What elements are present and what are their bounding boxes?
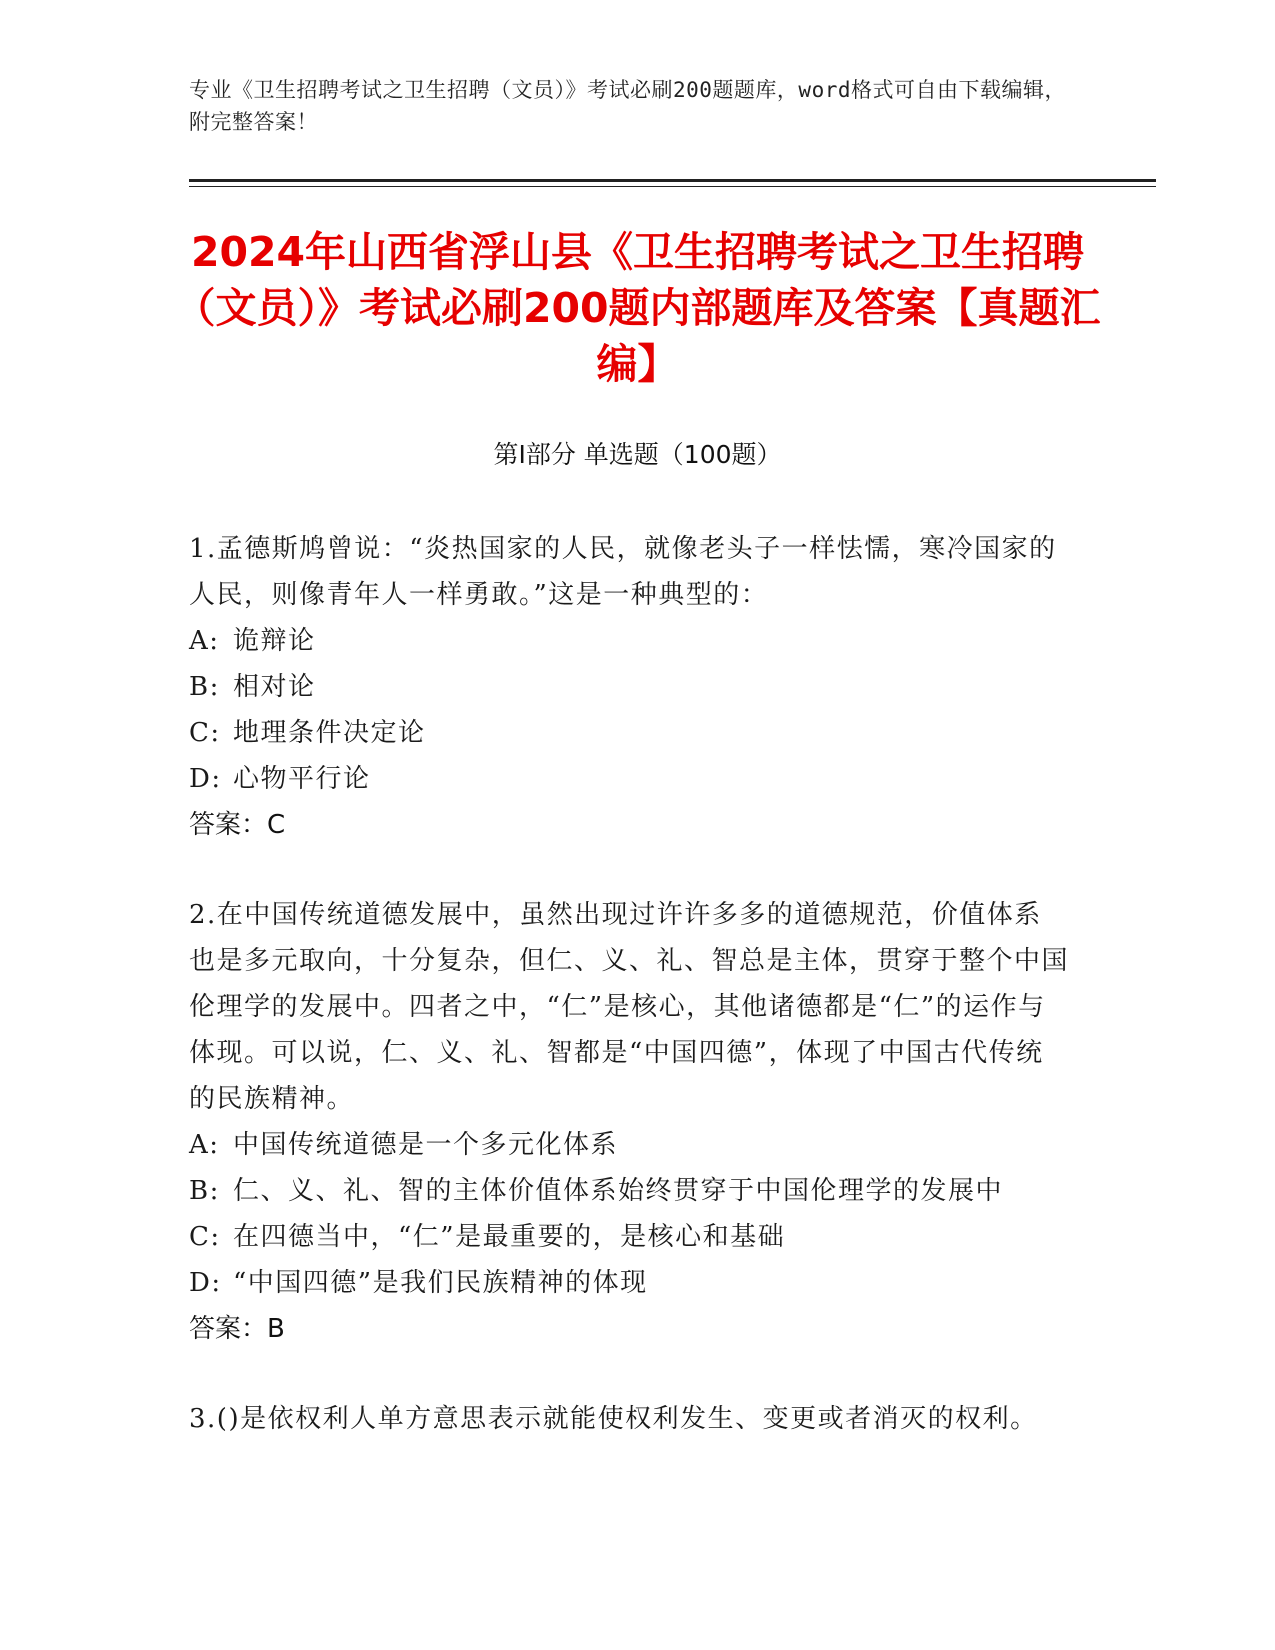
header-divider-thin	[189, 186, 1156, 187]
option-key: B:	[189, 1176, 220, 1206]
option-text: 心物平行论	[233, 764, 371, 794]
option-key: A:	[189, 626, 220, 656]
answer: 答案：C	[189, 810, 286, 840]
option-d	[189, 756, 1069, 802]
option-key: D:	[189, 1268, 222, 1298]
option-key: C:	[189, 718, 221, 748]
question-list	[189, 526, 1069, 1486]
question-stem: 2.在中国传统道德发展中，虽然出现过许许多多的道德规范，价值体系也是多元取向，十分复杂，但仁、义、礼、智总是主体，贯穿于整个中国伦理学的发展中。四者之中，“仁”是核心，其他诸德都是“仁”的运作与体现。可以说，仁、义、礼、智都是“中国四德”，体现了中国古代传统的民族精神。	[189, 900, 1070, 1114]
option-text: 地理条件决定论	[233, 718, 426, 748]
document-title: 2024年山西省浮山县《卫生招聘考试之卫生招聘（文员）》考试必刷200题内部题库及答案【真题汇编】	[174, 228, 1101, 388]
section-heading: 第Ⅰ部分 单选题（100题）	[493, 440, 782, 469]
question-1	[189, 526, 1069, 848]
option-list	[189, 618, 1069, 802]
question-3	[189, 1396, 1069, 1442]
option-a	[189, 618, 1069, 664]
option-key: D:	[189, 764, 222, 794]
option-c	[189, 710, 1069, 756]
option-a	[189, 1122, 1069, 1168]
question-2	[189, 892, 1069, 1352]
option-text: 诡辩论	[233, 626, 316, 656]
option-key: B:	[189, 672, 220, 702]
option-key: A:	[189, 1130, 220, 1160]
option-text: 在四德当中，“仁”是最重要的，是核心和基础	[233, 1222, 786, 1252]
option-text: 仁、义、礼、智的主体价值体系始终贯穿于中国伦理学的发展中	[233, 1176, 1004, 1206]
option-text: 中国传统道德是一个多元化体系	[233, 1130, 619, 1160]
option-b	[189, 1168, 1069, 1214]
question-stem: 1.孟德斯鸠曾说：“炎热国家的人民，就像老头子一样怯懦，寒冷国家的人民，则像青年人一样勇敢。”这是一种典型的：	[189, 534, 1057, 610]
option-list	[189, 1122, 1069, 1306]
header-divider-thick	[189, 179, 1156, 182]
option-c	[189, 1214, 1069, 1260]
option-text: 相对论	[233, 672, 316, 702]
option-b	[189, 664, 1069, 710]
question-stem: 3.()是依权利人单方意思表示就能使权利发生、变更或者消灭的权利。	[189, 1404, 1038, 1434]
answer: 答案：B	[189, 1314, 285, 1344]
option-d	[189, 1260, 1069, 1306]
option-key: C:	[189, 1222, 221, 1252]
option-text: “中国四德”是我们民族精神的体现	[233, 1268, 648, 1298]
intro-text: 专业《卫生招聘考试之卫生招聘（文员）》考试必刷200题题库，word格式可自由下载编辑，附完整答案！	[189, 78, 1066, 134]
